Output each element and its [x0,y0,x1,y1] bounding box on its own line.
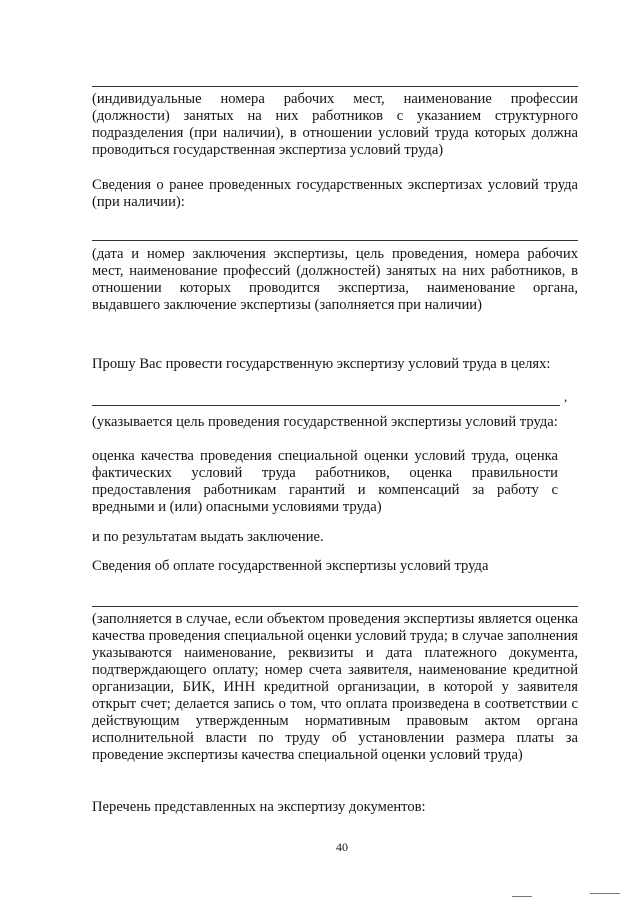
fill-line-workplaces [92,86,578,87]
note-payment-info: (заполняется в случае, если объектом проведения экспертизы является оценка качества проведения специальной оценки условий труда; в случае заполнения указываются наименование, реквизиты и дата платежного документа, подтверждающего оплату; номер счета заявителя, наименование кредитной организации, БИК, ИНН кредитной организации, в которой у заявителя открыт счет; делается запись о том, что оплата произведена в соответствии с действующим утвержденным нормативным правовым актом органа исполнительной власти по труду об установлении размера платы за проведение экспертизы качества специальной оценки условий труда) [92,611,578,763]
scan-artifact-line [512,896,532,897]
page-number: 40 [336,840,348,854]
note-previous-expertise: (дата и номер заключения экспертизы, цель проведения, номера рабочих мест, наименование профессий (должностей) занятых на них работников, в отношении которых проводится экспертиза, наименование органа, выдавшего заключение экспертизы (заполняется при наличии) [92,246,578,313]
purpose-line-comma: , [564,389,568,404]
label-payment-info: Сведения об оплате государственной экспертизы условий труда [92,558,489,574]
fill-line-payment [92,606,578,607]
note-purpose-heading: (указывается цель проведения государственной экспертизы условий труда: [92,414,558,430]
request-expertise-purpose: Прошу Вас провести государственную экспертизу условий труда в целях: [92,356,551,372]
note-workplaces: (индивидуальные номера рабочих мест, наименование профессии (должности) занятых на них работников с указанием структурного подразделения (при наличии), в отношении условий труда которых должна проводиться государственная экспертиза условий труда) [92,91,578,158]
scan-artifact-line [590,893,620,894]
request-conclusion: и по результатам выдать заключение. [92,529,324,545]
fill-line-purpose [92,405,560,406]
label-previous-expertise: Сведения о ранее проведенных государственных экспертизах условий труда (при наличии): [92,177,578,210]
fill-line-previous-expertise [92,240,578,241]
label-document-list: Перечень представленных на экспертизу документов: [92,799,426,815]
note-purpose-options: оценка качества проведения специальной оценки условий труда, оценка фактических условий труда работников, оценка правильности предоставления работникам гарантий и компенсаций за работу с вредными и (или) опасными условиями труда) [92,448,558,515]
